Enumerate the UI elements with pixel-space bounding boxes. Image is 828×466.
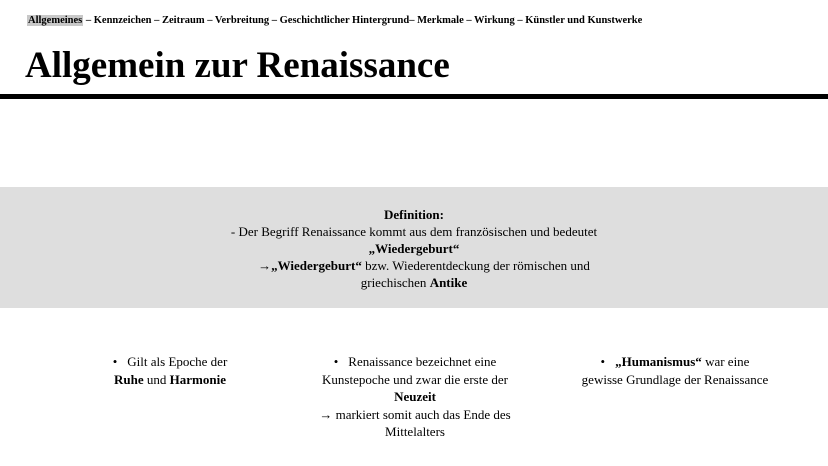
bullet-icon: • xyxy=(600,354,606,369)
col1-harmonie: Harmonie xyxy=(169,371,226,387)
page-title: Allgemein zur Renaissance xyxy=(25,45,450,86)
col3-humanismus: „Humanismus“ xyxy=(615,354,702,369)
definition-antike: Antike xyxy=(429,275,468,290)
col1-text: Gilt als Epoche der xyxy=(127,354,228,369)
definition-term: „Wiedergeburt“ xyxy=(271,258,362,273)
col2-text-4: Mittelalters xyxy=(385,424,445,439)
definition-line-1: - Der Begriff Renaissance kommt aus dem französischen und bedeutet xyxy=(230,224,598,239)
col2-neuzeit: Neuzeit xyxy=(394,389,436,404)
col1-ruhe: Ruhe xyxy=(114,371,144,387)
arrow-icon: → xyxy=(258,258,272,273)
definition-box xyxy=(0,187,828,308)
col2-text-3: markiert somit auch das Ende des xyxy=(332,406,511,422)
title-divider xyxy=(0,94,828,99)
col3-text-1: war eine xyxy=(701,354,750,369)
col1-und: und xyxy=(143,371,170,387)
column-kunstepoche xyxy=(304,353,526,441)
arrow-icon: → xyxy=(319,406,333,422)
col2-text-1: Renaissance bezeichnet eine xyxy=(348,354,497,369)
definition-content xyxy=(0,206,828,291)
column-humanismus xyxy=(566,353,784,388)
bullet-icon: • xyxy=(333,354,339,369)
col3-text-2: gewisse Grundlage der Renaissance xyxy=(581,371,769,387)
definition-heading: Definition: xyxy=(384,207,444,222)
definition-line-2: „Wiedergeburt“ xyxy=(368,241,460,256)
section-nav xyxy=(27,15,642,26)
nav-item-allgemeines[interactable]: Allgemeines xyxy=(28,15,83,26)
col2-text-2: Kunstepoche und zwar die erste der xyxy=(322,371,508,387)
nav-item-rest[interactable]: – Kennzeichen – Zeitraum – Verbreitung – Geschichtlicher Hintergrund– Merkmale – Wirkung – Künstler und Kunstwerke xyxy=(83,15,643,26)
definition-line-3 xyxy=(0,257,828,274)
bullet-icon: • xyxy=(112,354,118,369)
definition-line-4-text: griechischen xyxy=(360,275,430,290)
definition-line-4 xyxy=(0,274,828,291)
column-epoche xyxy=(90,353,250,388)
definition-line-3-text: bzw. Wiederentdeckung der römischen und xyxy=(361,258,590,273)
